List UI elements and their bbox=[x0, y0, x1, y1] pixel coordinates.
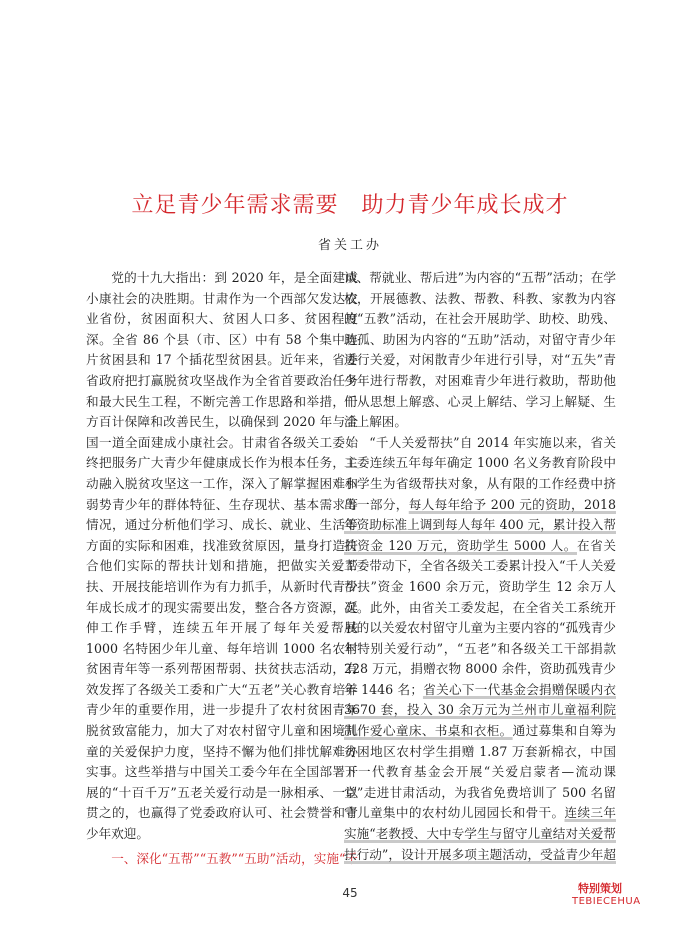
left-column bbox=[86, 268, 358, 868]
article-author: 省关工办 bbox=[317, 238, 382, 253]
text-segment: 在省关工委带动下，全省各级关工委累计投入“千人关爱帮扶”资金 1600 余万元，资助学生 12 余万人次。此外，由省关工委发起，在全省关工系统开展的以关爱农村留守儿童为主要内容的“孤残青少年特别关爱行动”，“五老”和各级关工干部捐款 228 万元，捐赠衣物 8000 余件，资助孤残青少年 1446 名； bbox=[344, 537, 616, 697]
paragraph-qianren-guanai bbox=[344, 433, 616, 868]
text-segment: 通过募集和自筹为贫困地区农村学生捐赠 1.87 万套新棉衣，中国下一代教育基金会开展“关爱启蒙者—流动课堂”走进甘肃活动，为我省免费培训了 500 名留守儿童集中的农村幼儿园园长和骨干。 bbox=[344, 723, 616, 821]
highlighted-text: 连续三年实施“老教授、大中专学生与留守儿童结对关爱帮扶行动”，设计开展多项主题活动，受益青少年超 bbox=[344, 805, 616, 862]
text-segment: “千人关爱帮扶”自 2014 年实施以来，省关工委连续五年每年确定 1000 名义务教育阶段中小学生为省级帮扶对象，从有限的工作经费中挤出一部分， bbox=[344, 434, 616, 512]
paragraph-section1-continued: 读、帮就业、帮后进”为内容的“五帮”活动；在学校，开展德教、法教、帮教、科教、家教为内容的“五教”活动，在社会开展助学、助校、助残、助孤、助困为内容的“五助”活动，对留守青少年进行关爱，对闲散青少年进行引导，对“五失”青少年进行帮教，对困难青少年进行救助，帮助他们从思想上解惑、心灵上解结、学习上解疑、生活上解困。 bbox=[344, 270, 616, 430]
section-heading-1: 一、深化“五帮”“五教”“五助”活动，实施“千 bbox=[111, 850, 358, 866]
highlighted-text: 省关心下一代基金会捐赠保暖内衣 3670 套，投入 30 余万元为兰州市儿童福利院制作爱心童床、书桌和衣柜。 bbox=[344, 681, 616, 739]
section-label-en: TEBIECEHUA bbox=[572, 896, 641, 907]
right-column bbox=[344, 268, 616, 868]
highlighted-text: 每人每年给予 200 元的资助，2018 年资助标准上调到每人每年 400 元，累计投入帮扶资金 120 万元，资助学生 5000 人。 bbox=[344, 496, 616, 553]
page-number: 45 bbox=[342, 886, 358, 900]
section-label-cn: 特别策划 bbox=[578, 882, 622, 895]
article-title: 立足青少年需求需要 助力青少年成长成才 bbox=[131, 193, 569, 218]
paragraph-intro: 党的十九大指出：到 2020 年，是全面建成小康社会的决胜期。甘肃作为一个西部欠发达农业省份，贫困面积大、贫困人口多、贫困程度深。全省 86 个县（市、区）中有 58 个集中连片贫困县和 17 个插花型贫困县。近年来，省委省政府把打赢脱贫攻坚战作为全省首要政治任务和最大民生工程，不断完善工作思路和举措，千方百计保障和改善民生，以确保到 2020 年与全国一道全面建成小康社会。甘肃省各级关工委始终把服务广大青少年健康成长作为根本任务，主动融入脱贫攻坚这一工作，深入了解掌握困难和弱势青少年的群体特征、生存现状、基本需求等情况，通过分析他们学习、成长、就业、生活等方面的实际和困难，找准致贫原因，量身打造符合他们实际的帮扶计划和措施，把做实关爱帮扶、开展技能培训作为有力抓手，从新时代青少年成长成才的现实需要出发，整合各方资源，延伸工作手臂，连续五年开展了每年关爱帮扶 1000 名特困少年儿童、每年培训 1000 名农村贫困青年等一系列帮困帮弱、扶贫扶志活动，有效发挥了各级关工委和广大“五老”关心教育培养青少年的重要作用，进一步提升了农村贫困青年脱贫致富能力，加大了对农村留守儿童和困境儿童的关爱保护力度，坚持不懈为他们排忧解难办实事。这些举措与中国关工委今年在全国部署开展的“十百千万”五老关爱行动是一脉相承、一以贯之的，也赢得了党委政府认可、社会赞誉和青少年欢迎。 bbox=[86, 270, 358, 842]
